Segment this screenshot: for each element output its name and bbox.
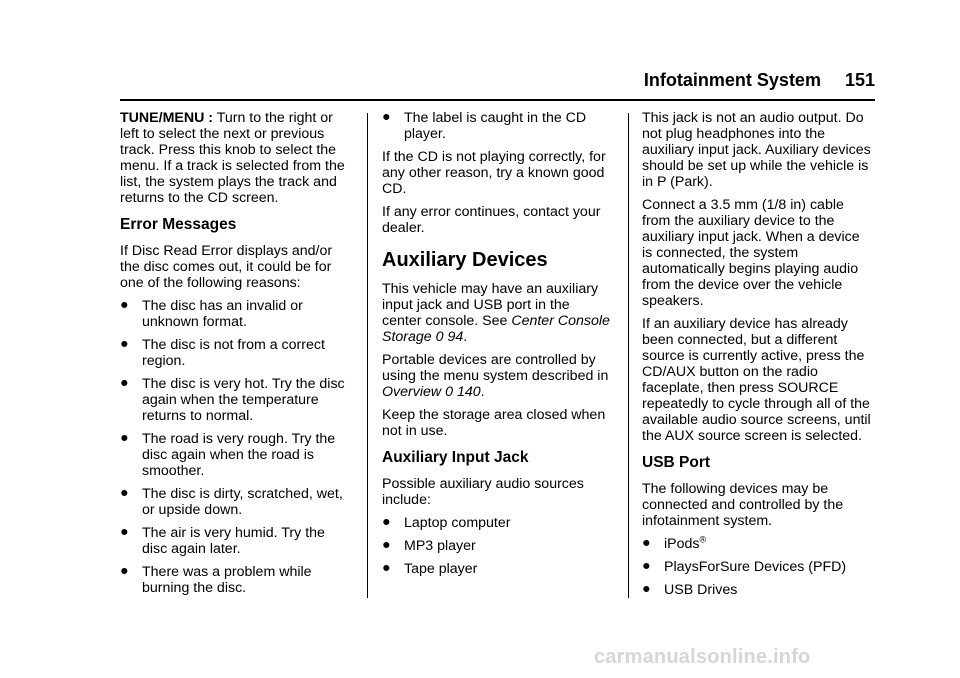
usb-port-heading: USB Port bbox=[642, 454, 711, 471]
list-item bbox=[120, 525, 350, 557]
list-item-text: USB Drives bbox=[664, 582, 738, 598]
error-continues-paragraph: If any error continues, contact your dealer. bbox=[382, 204, 601, 236]
error-messages-heading: Error Messages bbox=[120, 216, 237, 233]
center-console-storage-page[interactable]: 94 bbox=[447, 329, 464, 345]
column-2 bbox=[382, 110, 612, 584]
auxiliary-devices-heading: Auxiliary Devices bbox=[382, 249, 548, 271]
list-item bbox=[382, 538, 612, 554]
bullet-icon: ● bbox=[120, 297, 129, 313]
page-ref-arrow-icon: 0 bbox=[435, 329, 444, 345]
error-reasons-list-continued bbox=[382, 110, 612, 142]
header-rule bbox=[120, 99, 875, 101]
list-item-text: iPods bbox=[664, 536, 700, 552]
list-item bbox=[382, 515, 612, 531]
list-item-text: Tape player bbox=[404, 561, 478, 577]
list-item bbox=[642, 559, 872, 575]
usb-intro: The following devices may be connected and controlled by the infotainment system. bbox=[642, 481, 844, 529]
section-title: Infotainment System bbox=[643, 70, 821, 90]
bullet-icon: ● bbox=[382, 109, 391, 125]
list-item bbox=[120, 298, 350, 330]
not-output-paragraph: This jack is not an audio output. Do not plug headphones into the auxiliary input jack. Auxiliary devices should be set up while the vehicle is in P (Park). bbox=[642, 110, 871, 190]
list-item-text: The disc is very hot. Try the disc again when the temperature returns to normal. bbox=[142, 376, 345, 424]
bullet-icon: ● bbox=[120, 563, 129, 579]
column-divider-1 bbox=[367, 113, 368, 598]
bullet-icon: ● bbox=[120, 336, 129, 352]
bullet-icon: ● bbox=[120, 485, 129, 501]
already-connected-paragraph: If an auxiliary device has already been connected, but a different source is currently active, press the CD/AUX button on the radio faceplate, then press SOURCE repeatedly to cycle through all of the available audio source screens, until the AUX source screen is selected. bbox=[642, 316, 871, 444]
tune-menu-text: Turn to the right or left to select the next or previous track. Press this knob to select the menu. If a track is selected from the list, the system plays the track and returns to the CD screen. bbox=[120, 110, 345, 206]
portable-text: Portable devices are controlled by using the menu system described in bbox=[382, 352, 609, 384]
list-item bbox=[120, 564, 350, 596]
audio-sources-list bbox=[382, 515, 612, 577]
list-item bbox=[382, 561, 612, 577]
list-item-text: The disc has an invalid or unknown format. bbox=[142, 298, 303, 330]
list-item-text: The road is very rough. Try the disc again when the road is smoother. bbox=[142, 431, 336, 479]
list-item-text: The disc is dirty, scratched, wet, or upside down. bbox=[142, 486, 343, 518]
bullet-icon: ● bbox=[382, 514, 391, 530]
center-console-storage-link[interactable]: Center Console Storage bbox=[382, 313, 610, 345]
not-playing-paragraph: If the CD is not playing correctly, for any other reason, try a known good CD. bbox=[382, 149, 606, 197]
list-item bbox=[120, 337, 350, 369]
list-item-text: The air is very humid. Try the disc again later. bbox=[142, 525, 325, 557]
list-item-text: MP3 player bbox=[404, 538, 476, 554]
bullet-icon: ● bbox=[382, 537, 391, 553]
usb-devices-list bbox=[642, 536, 872, 598]
list-item bbox=[120, 431, 350, 479]
tune-menu-label: TUNE/MENU : bbox=[120, 110, 214, 126]
list-item bbox=[382, 110, 612, 142]
connect-paragraph: Connect a 3.5 mm (1/8 in) cable from the auxiliary device to the auxiliary input jack. When a device is connected, the system automatically begins playing audio from the device over the vehicle speakers. bbox=[642, 197, 860, 309]
list-item bbox=[642, 582, 872, 598]
column-1 bbox=[120, 110, 350, 603]
list-item-text: The disc is not from a correct region. bbox=[142, 337, 325, 369]
list-item bbox=[120, 376, 350, 424]
aux-intro-text: This vehicle may have an auxiliary input jack and USB port in the center console. See bbox=[382, 281, 599, 329]
list-item bbox=[120, 486, 350, 518]
bullet-icon: ● bbox=[120, 524, 129, 540]
list-item-text: Laptop computer bbox=[404, 515, 511, 531]
list-item-text: PlaysForSure Devices (PFD) bbox=[664, 559, 847, 575]
error-reasons-list bbox=[120, 298, 350, 596]
bullet-icon: ● bbox=[120, 430, 129, 446]
bullet-icon: ● bbox=[382, 560, 391, 576]
keep-closed-paragraph: Keep the storage area closed when not in use. bbox=[382, 407, 606, 439]
aux-intro-paragraph bbox=[382, 281, 612, 345]
overview-page[interactable]: 140 bbox=[456, 384, 481, 400]
list-item-text: There was a problem while burning the disc. bbox=[142, 564, 312, 596]
page-header bbox=[580, 66, 875, 94]
list-item bbox=[642, 536, 872, 552]
bullet-icon: ● bbox=[120, 375, 129, 391]
tune-menu-paragraph bbox=[120, 110, 350, 206]
bullet-icon: ● bbox=[642, 581, 651, 597]
error-intro: If Disc Read Error displays and/or the disc comes out, it could be for one of the following reasons: bbox=[120, 243, 333, 291]
column-divider-2 bbox=[628, 113, 629, 598]
watermark: carmanualsonline.info bbox=[594, 646, 811, 668]
page-ref-arrow-icon: 0 bbox=[445, 384, 453, 400]
column-3 bbox=[642, 110, 872, 605]
bullet-icon: ● bbox=[642, 558, 651, 574]
registered-mark: ® bbox=[699, 534, 707, 545]
aux-intro-end: . bbox=[463, 329, 468, 345]
portable-end: . bbox=[480, 384, 485, 400]
overview-link[interactable]: Overview bbox=[382, 384, 442, 400]
jack-intro: Possible auxiliary audio sources include: bbox=[382, 476, 584, 508]
list-item-text: The label is caught in the CD player. bbox=[404, 110, 587, 142]
bullet-icon: ● bbox=[642, 535, 651, 551]
page-number: 151 bbox=[844, 70, 875, 90]
portable-paragraph bbox=[382, 352, 612, 400]
auxiliary-input-jack-heading: Auxiliary Input Jack bbox=[382, 449, 529, 466]
